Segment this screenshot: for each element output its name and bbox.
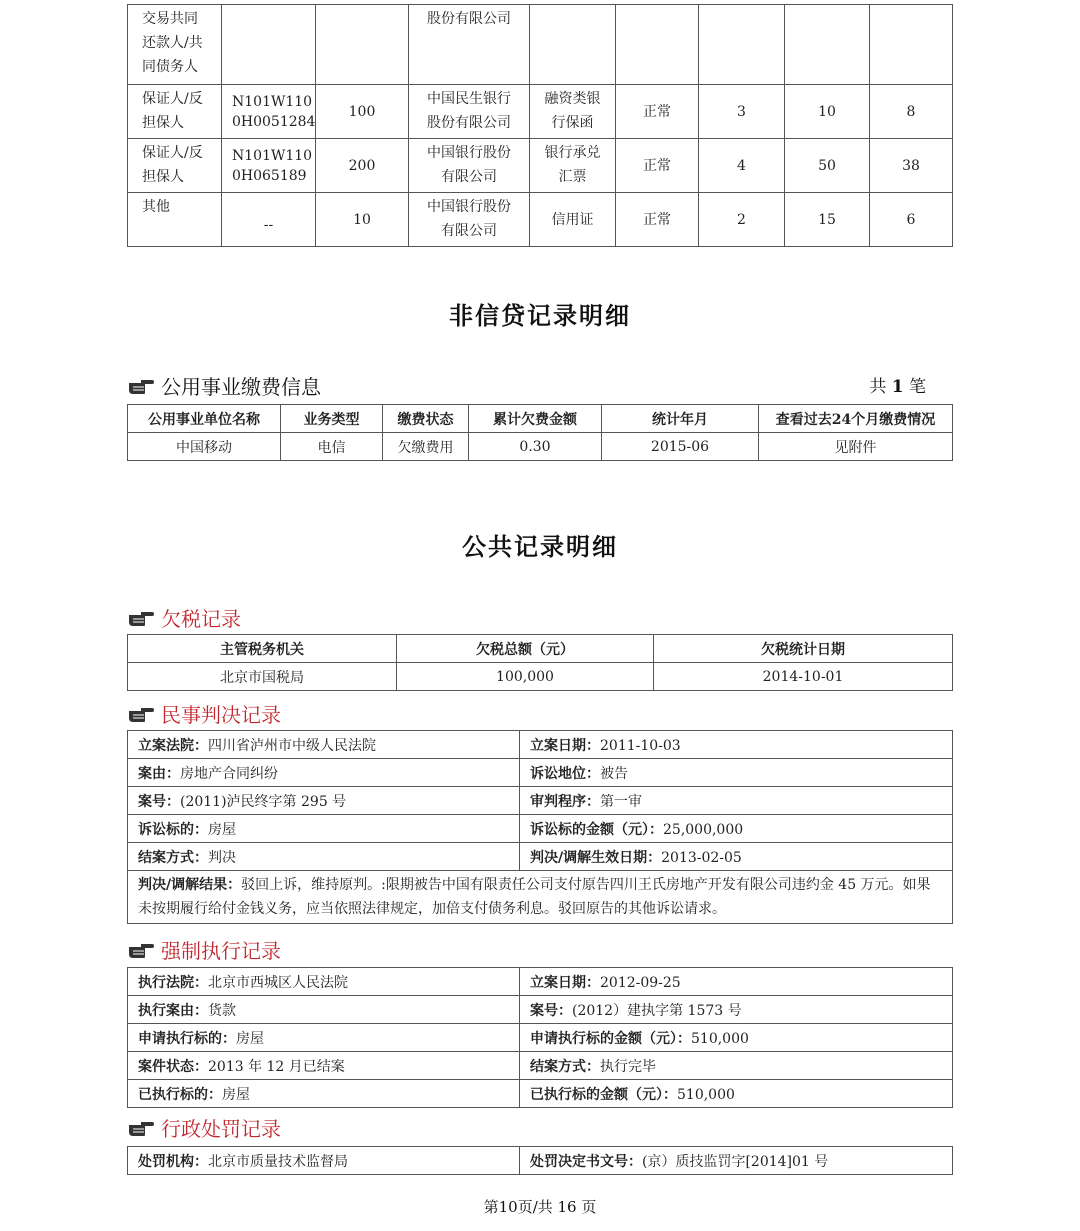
penalty-heading-label: 行政处罚记录 [161, 1117, 281, 1141]
field-label: 案号： [138, 793, 180, 810]
guarantee-table [127, 4, 953, 247]
civil-judgment-table [127, 730, 953, 924]
column-header: 欠税总额（元） [397, 635, 654, 663]
role-cell: 保证人/反 担保人 [128, 139, 222, 193]
account-cell: N101W110 0H065189 [222, 139, 316, 193]
field-value: 2012-09-25 [600, 974, 681, 991]
field-value: (2012）建执字第 1573 号 [572, 1002, 742, 1019]
column-header: 缴费状态 [383, 405, 469, 433]
org-cell: 中国民生银行 股份有限公司 [409, 85, 530, 139]
kv-cell [520, 996, 953, 1024]
kv-cell [128, 1147, 520, 1175]
field-label: 案号： [530, 1002, 572, 1019]
count-value: 1 [891, 377, 904, 397]
table-row [128, 843, 953, 871]
status-cell: 正常 [616, 85, 699, 139]
status-cell: 正常 [616, 193, 699, 247]
penalty-table [127, 1146, 953, 1175]
kv-cell [520, 843, 953, 871]
table-row [128, 1024, 953, 1052]
table-row [128, 5, 953, 85]
field-value: 北京市西城区人民法院 [208, 974, 348, 991]
utility-heading [127, 371, 321, 400]
cell: 50 [785, 139, 870, 193]
field-value: 执行完毕 [600, 1058, 656, 1075]
table-cell: 见附件 [759, 433, 953, 461]
table-cell: 欠缴费用 [383, 433, 469, 461]
field-label: 已执行标的： [138, 1086, 222, 1103]
page-number: 第10页/共 16 页 [483, 1198, 597, 1216]
type-cell [530, 5, 616, 85]
column-header: 累计欠费金额 [469, 405, 602, 433]
table-cell: 2015-06 [602, 433, 759, 461]
column-header: 业务类型 [281, 405, 383, 433]
kv-cell [128, 759, 520, 787]
column-header: 查看过去24个月缴费情况 [759, 405, 953, 433]
field-label: 审判程序： [530, 793, 600, 810]
type-cell: 信用证 [530, 193, 616, 247]
amount-cell [316, 5, 409, 85]
pointing-hand-icon [127, 609, 155, 627]
field-label: 立案日期： [530, 737, 600, 754]
table-cell: 100,000 [397, 663, 654, 691]
count-suffix: 笔 [909, 377, 926, 397]
field-value: 驳回上诉，维持原判。:限期被告中国有限责任公司支付原告四川王氏房地产开发有限公司违约金 45 万元。如果未按期履行给付金钱义务，应当依照法律规定，加倍支付债务利息。驳回原告的其他诉讼请求。 [138, 877, 931, 917]
field-value: 房屋 [222, 1086, 250, 1103]
table-cell: 中国移动 [128, 433, 281, 461]
field-value: 510,000 [677, 1086, 735, 1103]
account-cell: -- [222, 193, 316, 247]
status-cell: 正常 [616, 139, 699, 193]
civil-heading-label: 民事判决记录 [161, 703, 281, 727]
table-cell: 0.30 [469, 433, 602, 461]
field-value: (2011)泸民终字第 295 号 [180, 793, 347, 810]
cell: 6 [870, 193, 953, 247]
kv-cell [128, 815, 520, 843]
kv-cell [520, 1024, 953, 1052]
field-value: 2011-10-03 [600, 737, 681, 754]
utility-heading-label: 公用事业缴费信息 [161, 375, 321, 399]
table-row [128, 871, 953, 924]
field-label: 判决/调解结果： [138, 877, 242, 893]
field-label: 结案方式： [138, 849, 208, 866]
field-label: 案由： [138, 765, 180, 782]
pointing-hand-icon [127, 941, 155, 959]
cell: 15 [785, 193, 870, 247]
account-cell: N101W110 0H0051284 [222, 85, 316, 139]
field-label: 处罚机构： [138, 1153, 208, 1170]
table-row [128, 731, 953, 759]
kv-cell [128, 787, 520, 815]
kv-cell [128, 843, 520, 871]
table-row [128, 85, 953, 139]
field-label: 已执行标的金额（元）： [530, 1086, 677, 1103]
table-row [128, 663, 953, 691]
cell [699, 5, 785, 85]
cell: 4 [699, 139, 785, 193]
penalty-heading [127, 1113, 281, 1142]
field-label: 立案日期： [530, 974, 600, 991]
field-value: 房地产合同纠纷 [180, 765, 278, 782]
field-value: 判决 [208, 849, 236, 866]
amount-cell: 10 [316, 193, 409, 247]
field-label: 判决/调解生效日期： [530, 849, 662, 866]
kv-cell [520, 1147, 953, 1175]
cell: 8 [870, 85, 953, 139]
field-label: 申请执行标的： [138, 1030, 236, 1047]
kv-cell [520, 968, 953, 996]
field-value: 25,000,000 [663, 821, 744, 838]
field-label: 案件状态： [138, 1058, 208, 1075]
table-cell: 2014-10-01 [654, 663, 953, 691]
table-row [128, 433, 953, 461]
kv-cell [128, 1052, 520, 1080]
enforcement-heading-label: 强制执行记录 [161, 939, 281, 963]
kv-cell [128, 1080, 520, 1108]
pointing-hand-icon [127, 705, 155, 723]
field-value: 被告 [600, 765, 628, 782]
table-row [128, 1147, 953, 1175]
cell: 3 [699, 85, 785, 139]
field-value: 北京市质量技术监督局 [208, 1153, 348, 1170]
field-value: (京）质技监罚字[2014]01 号 [642, 1153, 829, 1170]
utility-table [127, 404, 953, 461]
table-row [128, 1052, 953, 1080]
tax-table [127, 634, 953, 691]
field-label: 处罚决定书文号： [530, 1153, 642, 1170]
role-cell: 保证人/反 担保人 [128, 85, 222, 139]
cell: 2 [699, 193, 785, 247]
cell: 10 [785, 85, 870, 139]
civil-heading [127, 699, 281, 728]
org-cell: 股份有限公司 [409, 5, 530, 85]
kv-cell [128, 1024, 520, 1052]
kv-cell [128, 968, 520, 996]
field-label: 诉讼标的： [138, 821, 208, 838]
field-value: 四川省泸州市中级人民法院 [208, 737, 376, 754]
table-row [128, 996, 953, 1024]
kv-cell [520, 815, 953, 843]
count-prefix: 共 [869, 377, 887, 397]
field-label: 申请执行标的金额（元）： [530, 1030, 691, 1047]
cell: 38 [870, 139, 953, 193]
kv-cell [520, 759, 953, 787]
kv-cell [520, 1080, 953, 1108]
tax-heading-label: 欠税记录 [161, 607, 241, 631]
field-label: 执行案由： [138, 1002, 208, 1019]
column-header: 欠税统计日期 [654, 635, 953, 663]
table-row [128, 787, 953, 815]
type-cell: 银行承兑 汇票 [530, 139, 616, 193]
enforcement-heading [127, 935, 281, 964]
account-cell [222, 5, 316, 85]
column-header: 公用事业单位名称 [128, 405, 281, 433]
cell [785, 5, 870, 85]
role-cell: 其他 [128, 193, 222, 247]
kv-cell [520, 787, 953, 815]
kv-cell [128, 996, 520, 1024]
field-label: 立案法院： [138, 737, 208, 754]
column-header: 主管税务机关 [128, 635, 397, 663]
field-value: 货款 [208, 1002, 236, 1019]
table-row [128, 1080, 953, 1108]
org-cell: 中国银行股份 有限公司 [409, 193, 530, 247]
field-value: 房屋 [236, 1030, 264, 1047]
amount-cell: 200 [316, 139, 409, 193]
field-value: 第一审 [600, 793, 642, 810]
public-records-title: 公共记录明细 [462, 532, 618, 561]
column-header: 统计年月 [602, 405, 759, 433]
type-cell: 融资类银 行保函 [530, 85, 616, 139]
tax-heading [127, 603, 241, 632]
field-label: 诉讼标的金额（元）： [530, 821, 663, 838]
pointing-hand-icon [127, 1119, 155, 1137]
kv-cell [128, 871, 953, 924]
kv-cell [128, 731, 520, 759]
field-value: 2013-02-05 [661, 849, 742, 866]
kv-cell [520, 1052, 953, 1080]
kv-cell [520, 731, 953, 759]
org-cell: 中国银行股份 有限公司 [409, 139, 530, 193]
table-header-row [128, 405, 953, 433]
field-label: 执行法院： [138, 974, 208, 991]
table-row [128, 815, 953, 843]
cell [870, 5, 953, 85]
field-value: 房屋 [208, 821, 236, 838]
field-value: 2013 年 12 月已结案 [208, 1058, 345, 1075]
field-label: 诉讼地位： [530, 765, 600, 782]
table-row [128, 968, 953, 996]
amount-cell: 100 [316, 85, 409, 139]
table-row [128, 139, 953, 193]
role-cell: 交易共同 还款人/共 同债务人 [128, 5, 222, 85]
enforcement-table [127, 967, 953, 1108]
table-cell: 北京市国税局 [128, 663, 397, 691]
status-cell [616, 5, 699, 85]
non-credit-title: 非信贷记录明细 [449, 301, 631, 330]
pointing-hand-icon [127, 377, 155, 395]
table-row [128, 193, 953, 247]
table-row [128, 759, 953, 787]
field-label: 结案方式： [530, 1058, 600, 1075]
utility-record-count [869, 372, 926, 397]
table-header-row [128, 635, 953, 663]
table-cell: 电信 [281, 433, 383, 461]
field-value: 510,000 [691, 1030, 749, 1047]
